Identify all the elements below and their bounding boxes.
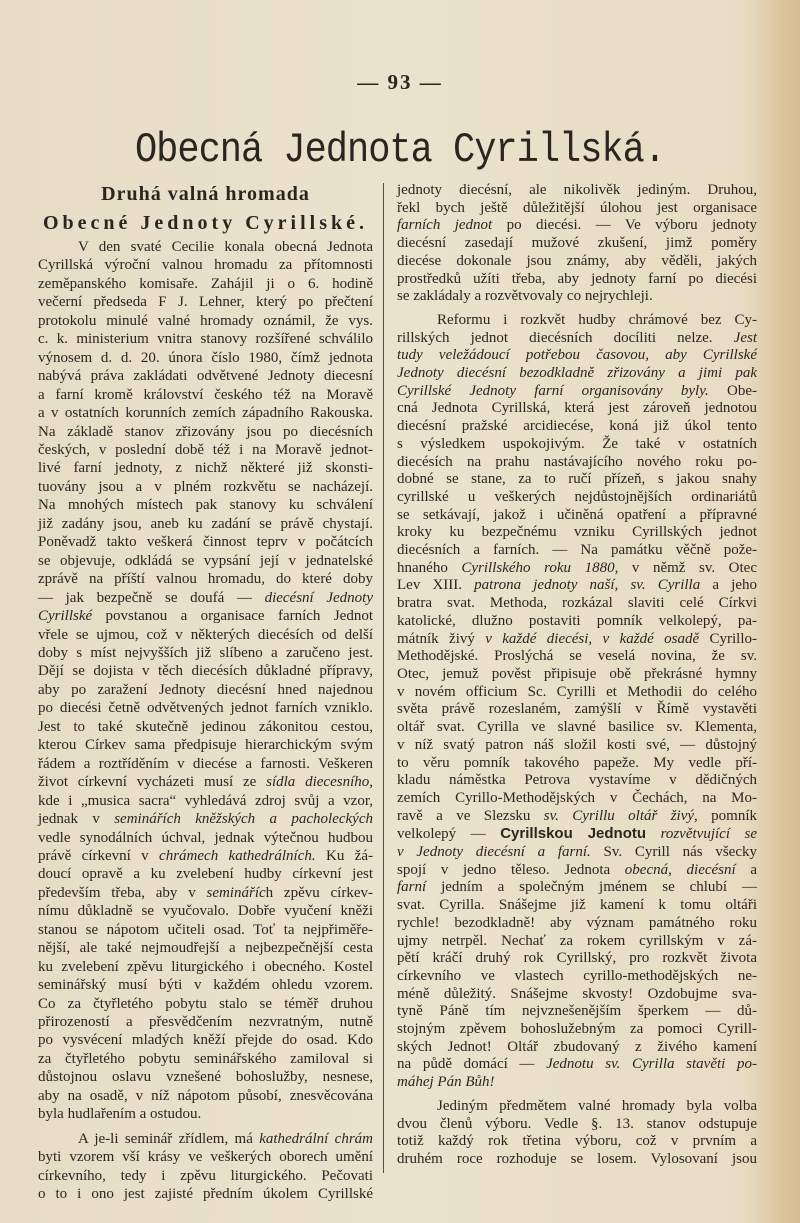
right-column <box>397 182 757 1175</box>
text-line <box>38 275 373 293</box>
text-segment: Cyrillo- <box>699 630 757 647</box>
text-line <box>397 454 757 472</box>
text-segment: řádem a roztříděním v diecése a farnosti. Veškeren <box>38 755 373 772</box>
text-segment: jednak v <box>38 811 115 828</box>
italic-text: chrámech kathedrálních. <box>159 847 316 864</box>
text-line <box>38 256 373 274</box>
text-line <box>397 755 757 773</box>
text-line <box>38 312 373 330</box>
text-line <box>397 271 757 289</box>
italic-text: semináříc <box>206 884 266 901</box>
text-segment: ku zvelebení zpěvu liturgického i obecného. Kostel <box>38 958 373 975</box>
text-segment: doby s míst nejvyšších již slíbeno a zaručeno jest. <box>38 644 373 661</box>
text-line <box>38 902 373 920</box>
text-segment: život církevní vycházeti musí ze <box>38 774 267 791</box>
text-segment: dobné se stane, za to ručí přízeň, s jakou snahy <box>397 471 757 488</box>
text-line <box>38 718 373 736</box>
text-line <box>397 235 757 253</box>
text-segment: to věru pomník takového papeže. My vedle pří- <box>397 754 757 771</box>
text-segment: po vysvécení mladých kněží přejde do osad. Kdo <box>38 1032 373 1049</box>
article-heading-line-2: Obecné Jednoty Cyrillské. <box>43 212 368 234</box>
text-segment: tuovány jsou a v plném rozkvětu se nacházejí. <box>38 478 373 495</box>
text-line <box>397 986 757 1004</box>
text-line <box>397 666 757 684</box>
text-line <box>397 684 757 702</box>
text-segment: nabývá práva zakládati odvětvené Jednoty diecesní <box>38 368 373 385</box>
text-segment: Jediným předmětem valné hromady byla volba <box>437 1097 757 1114</box>
text-segment: jednoty diecésní, ale nikolivěk jediným. Druhou, <box>397 182 757 198</box>
text-segment: V den svaté Cecilie konala obecná Jednota <box>78 239 373 255</box>
text-line <box>397 950 757 968</box>
text-line <box>38 330 373 348</box>
text-segment: se zakládaly a rozvětvovaly co nejrychleji. <box>397 288 653 305</box>
text-segment: cyrillské u veškerých nejdůstojnějších ordinariátů <box>397 488 757 505</box>
text-line <box>38 1013 373 1031</box>
text-segment: vřele se ujmou, což v některých diecésích od delší <box>38 626 373 643</box>
italic-text: Jednoty diecésní bezodkladně zřizovány a jimi pak <box>397 365 757 382</box>
text-segment: diecésní pražské arcidiecése, koná již úkol tento <box>397 418 757 435</box>
text-segment: h zpěvu církev- <box>265 884 373 901</box>
text-segment: Methodějské. Proslýchá se veselá novina, že sv. <box>397 648 757 665</box>
text-line <box>397 471 757 489</box>
text-line <box>397 1116 757 1134</box>
text-line <box>397 1074 757 1092</box>
text-segment: řekl bych ještě důležitější úlohou jest organisace <box>397 199 757 216</box>
text-line <box>397 217 757 235</box>
text-line <box>38 349 373 367</box>
text-line <box>397 613 757 631</box>
text-line <box>397 365 757 383</box>
paragraph <box>397 312 757 1092</box>
text-segment: pětí kráčí druhý rok Cyrillský, pro rozkvět života <box>397 950 757 967</box>
text-line <box>38 570 373 588</box>
italic-text: Cyrillské Jednoty farní organisovány byly. <box>397 382 709 399</box>
text-line <box>38 478 373 496</box>
text-line <box>397 200 757 218</box>
text-segment: právě církevní v <box>38 847 160 864</box>
text-line <box>397 915 757 933</box>
text-segment: stanou se nápotom učiteli osad. Toť ta nejpřiměře- <box>38 921 373 938</box>
text-line <box>397 418 757 436</box>
text-line <box>38 423 373 441</box>
text-line <box>397 1003 757 1021</box>
text-segment: zprávě na příští valnou hromadu, do které doby <box>38 571 373 588</box>
text-line <box>397 1056 757 1074</box>
text-segment: diecése dokonale jsou známy, aby věděli, jakých <box>397 252 757 269</box>
text-segment: a <box>735 861 757 878</box>
italic-text: v Jednoty diecésní a farní. <box>397 844 591 861</box>
text-segment: nímu důkladně se vyučovalo. Dobře vyučení kněži <box>38 903 373 920</box>
text-segment: aby po zaražení Jednoty diecésní hned najednou <box>38 681 373 698</box>
italic-text: diecésní Jednoty <box>264 589 373 606</box>
text-segment: Sv. Cyrill nás všecky <box>590 844 757 861</box>
text-segment: svat. Cyrilla. Snášejme již kamení k tomu oltáři <box>397 897 757 914</box>
text-segment: ravě a ve Slezsku <box>397 807 544 824</box>
text-line <box>397 577 757 595</box>
text-line <box>397 489 757 507</box>
text-line <box>397 1021 757 1039</box>
text-segment: za čtyřletého pobytu seminářského zamiloval si <box>38 1050 373 1067</box>
left-column <box>38 238 373 1210</box>
text-segment: méně důležitý. Snášejme skvosty! Ozdobujme sva- <box>397 985 757 1002</box>
text-line <box>397 595 757 613</box>
text-line <box>38 1148 373 1166</box>
text-segment: stojným zpěvem bohoslužebným za pomoci Cyrill- <box>397 1021 757 1038</box>
text-line <box>38 1167 373 1185</box>
paragraph <box>38 1130 373 1204</box>
text-line <box>38 755 373 773</box>
text-segment: po diecési. — Ve výboru jednoty <box>492 217 757 234</box>
text-segment: A je-li seminář zřídlem, má <box>78 1130 260 1147</box>
text-line <box>397 1151 757 1169</box>
text-segment: Otec, jemuž pověst připisuje obě překrásné hymny <box>397 665 757 682</box>
text-line <box>397 719 757 737</box>
text-line <box>397 648 757 666</box>
italic-text: v každé diecési, v každé osadě <box>485 630 700 647</box>
text-line <box>38 386 373 404</box>
bold-text: Cyrillskou Jednotu <box>500 825 647 843</box>
text-segment: vedle synodálních úchval, jednak výtečnou hudbou <box>38 829 373 846</box>
paragraph <box>38 238 373 1124</box>
text-line <box>38 995 373 1013</box>
text-line <box>38 958 373 976</box>
text-line <box>38 515 373 533</box>
text-line <box>397 507 757 525</box>
text-line <box>397 825 757 844</box>
text-segment: se objevuje, odkládá se vypsání její v jednatelské <box>38 552 373 569</box>
italic-text: sídla diecesního <box>266 774 370 791</box>
text-line <box>397 253 757 271</box>
paragraph <box>397 182 757 306</box>
text-segment: — jak bezpečně se doufá — <box>38 589 265 606</box>
italic-text: Jednotu sv. Cyrilla stavěti po- <box>546 1056 757 1073</box>
text-segment: českých, v poslední době též i na Moravě jednot- <box>38 441 373 458</box>
text-line <box>397 524 757 542</box>
text-line <box>397 436 757 454</box>
text-line <box>397 933 757 951</box>
text-segment: nější, ale také nejmoudřejší a nejbezpečnější cesta <box>38 940 373 957</box>
text-segment: kladu náměstka Petrova vystavíme v dědičných <box>397 772 757 789</box>
text-segment: Poněvadž takto veškerá činnost teprv v počátcích <box>38 534 373 551</box>
italic-text: diecésní <box>686 861 736 878</box>
text-segment: totiž každý rok třetina výboru, což v prvním a <box>397 1133 757 1150</box>
text-line <box>397 383 757 401</box>
text-segment: c. k. ministerium vnitra stanovy rozšířené schválilo <box>38 331 373 348</box>
text-segment: rillských jednot diecésních docíliti nelze. <box>397 329 734 346</box>
text-segment: kterou Církev sama předpisuje hierarchickým svým <box>38 737 373 754</box>
text-segment: dvou členů výboru. Vedle §. 13. stanov odstupuje <box>397 1115 757 1132</box>
paragraph <box>397 1098 757 1169</box>
text-line <box>38 1105 373 1123</box>
text-segment: a farní kromě království českého též na Moravě <box>38 386 373 403</box>
text-line <box>38 681 373 699</box>
text-line <box>38 829 373 847</box>
text-line <box>38 939 373 957</box>
text-segment: Obe- <box>708 382 757 399</box>
text-line <box>397 1098 757 1116</box>
text-segment: důstojnou oslavu vznešené bohoslužby, nesnese, <box>38 1069 373 1086</box>
text-line <box>38 441 373 459</box>
text-line <box>397 701 757 719</box>
text-segment: se setkávají, jakož i učiněná opatření a přípravné <box>397 506 757 523</box>
text-segment: byti vzorem vší krásy ve veškerých oborech umění <box>38 1149 373 1166</box>
text-line <box>397 631 757 649</box>
text-line <box>397 897 757 915</box>
italic-text: farních jednot <box>397 217 493 234</box>
text-segment: seminářský musí býti v každém ohledu vzorem. <box>38 977 373 994</box>
text-segment: Na mnohých místech pak stanovy ku schválení <box>38 497 373 514</box>
text-segment: v novém officium Sc. Cyrilli et Methodii do celého <box>397 683 757 700</box>
text-line <box>38 552 373 570</box>
text-line <box>397 879 757 897</box>
text-line <box>38 865 373 883</box>
text-segment: na půdě domácí — <box>397 1056 547 1073</box>
text-segment: diecésích na prahu nastávajícího nového roku po- <box>397 453 757 470</box>
italic-text: máhej Pán Bůh! <box>397 1074 495 1091</box>
text-line <box>397 790 757 808</box>
text-line <box>38 1087 373 1105</box>
text-line <box>397 288 757 306</box>
text-segment: Ku žá- <box>315 847 373 864</box>
text-line <box>397 1133 757 1151</box>
text-line <box>38 976 373 994</box>
text-line <box>38 810 373 828</box>
text-line <box>38 847 373 865</box>
text-line <box>397 542 757 560</box>
text-line <box>38 1130 373 1148</box>
text-line <box>397 862 757 880</box>
text-line <box>38 367 373 385</box>
text-segment: Cyrillská výroční valnou hromadu za přítomnosti <box>38 257 373 274</box>
italic-text: Cyrillského roku 1880 <box>461 559 615 576</box>
text-segment: Dějí se dojista v těch diecésích důkladné přípravy, <box>38 663 373 680</box>
text-segment: bratra svat. Methoda, rozkázal slaviti celé Církvi <box>397 595 757 612</box>
text-segment: ských Jednot! Oltář zbudovaný z živého kamení <box>397 1038 757 1055</box>
italic-text: Cyrillské <box>38 608 93 625</box>
text-segment: církevního ve vlastech cyrillo-methodějských ne- <box>397 967 757 984</box>
text-segment: velkolepý — <box>397 826 501 843</box>
text-line <box>38 293 373 311</box>
text-segment: doucí opravě a ku zvelebení hudby církevní jest <box>38 866 373 883</box>
text-line <box>38 589 373 607</box>
text-segment: po diecési četně odvětvených jednot farních vzniklo. <box>38 700 373 717</box>
italic-text: kathedrální chrám <box>259 1130 374 1147</box>
text-segment: katolické, dlužno postaviti pomník velkolepý, pa- <box>397 612 757 629</box>
text-segment: livé farní jednoty, z nichž některé již skonsti- <box>38 460 373 477</box>
italic-text: tudy veležádoucí potřebou časovou, aby Cyrillské <box>397 347 757 364</box>
text-segment: oltář svat. Cyrilla ve slavné basilice sv. Klementa, <box>397 719 757 736</box>
text-segment: Jest to také skutečně jedinou zákonitou cestou, <box>38 718 373 735</box>
text-segment: povstanou a organisace farních Jednot <box>92 608 373 625</box>
text-segment: diecésních a farních. — Na památku věčně pože- <box>397 542 757 559</box>
text-segment: a v ostatních korunních zemích západního Rakouska. <box>38 405 373 422</box>
text-line <box>397 737 757 755</box>
text-segment: přirozeností a přesvědčením nezvratným, nutně <box>38 1014 373 1031</box>
text-line <box>38 662 373 680</box>
page-title: Obecná Jednota Cyrillská. <box>134 127 666 175</box>
text-segment: zeměpanského komisaře. Zahájil ji o 6. hodině <box>38 275 373 292</box>
text-segment: hnaného <box>397 559 462 576</box>
text-line <box>38 644 373 662</box>
italic-text: rozvětvující se <box>660 826 758 843</box>
text-line <box>38 884 373 902</box>
text-segment: Na základě stanov zřizovány jsou po diecésních <box>38 423 373 440</box>
text-segment: Co za čtyřletého pobytu stalo se téměř druhou <box>38 995 373 1012</box>
text-line <box>397 808 757 826</box>
text-segment: protokolu minulé valné hromady oznámil, že vys. <box>38 312 373 329</box>
text-segment: Reformu i rozkvět hudby chrámové bez Cy- <box>437 311 757 328</box>
text-line <box>38 792 373 810</box>
text-segment: byla hudlařením a ostudou. <box>38 1106 202 1123</box>
text-segment: , pomník <box>694 807 757 824</box>
text-segment <box>646 826 661 842</box>
article-heading-line-1: Druhá valná hromada <box>101 183 310 205</box>
text-segment: výnosem d. d. 20. února číslo 1980, čímž jednota <box>38 349 373 366</box>
text-segment: světa právě rozeslaném, zamýšlí v Římě vystavěti <box>397 701 757 718</box>
italic-text: Jest <box>733 329 757 346</box>
italic-text: seminářích kněžských a pacholeckých <box>114 811 373 828</box>
text-line <box>38 459 373 477</box>
text-line <box>38 607 373 625</box>
text-segment: kde i „musica sacra“ vyhledává zdroj svůj a vzor, <box>38 792 373 809</box>
text-line <box>397 347 757 365</box>
text-line <box>38 404 373 422</box>
text-line <box>38 1185 373 1203</box>
text-segment: večerní předseda F J. Lehner, který po přečtení <box>38 294 373 311</box>
text-line <box>397 400 757 418</box>
text-segment: tyně Páně tím nejvznešenějším šperkem — dů- <box>397 1003 757 1020</box>
text-segment: , <box>369 774 373 791</box>
text-segment: Lev XIII. <box>397 577 475 594</box>
text-line <box>397 312 757 330</box>
text-line <box>397 844 757 862</box>
text-segment: s výsledkem uspokojivým. Že také v ostatních <box>397 435 757 452</box>
text-segment: jedním a společným jménem se chlubí — <box>426 879 757 896</box>
text-segment: mátník živý <box>397 630 486 647</box>
text-segment: a jeho <box>700 577 757 594</box>
text-segment: již zadány jsou, aneb ku zadání se právě chystají. <box>38 515 373 532</box>
italic-text: patrona jednoty naší, sv. Cyrilla <box>474 577 701 594</box>
text-line <box>38 238 373 256</box>
italic-text: obecná <box>624 861 669 878</box>
column-divider <box>383 183 384 1173</box>
text-line <box>38 1068 373 1086</box>
text-line <box>397 772 757 790</box>
text-line <box>397 330 757 348</box>
text-segment: rychle! bezodkladně! aby význam památného roku <box>397 914 757 931</box>
text-line <box>38 626 373 644</box>
text-line <box>38 533 373 551</box>
text-line <box>38 736 373 754</box>
text-line <box>397 968 757 986</box>
text-line <box>397 560 757 578</box>
text-segment: v níž svatý patron náš složil kosti své, — důstojný <box>397 736 757 753</box>
text-line <box>38 1031 373 1049</box>
text-segment: kroky ku bezpečnému vzniku Cyrillských jednot <box>397 524 757 541</box>
text-segment: diecésní zasedají mužové zkušení, jimž poměry <box>397 235 757 252</box>
text-segment: ujmy netrpěl. Nechať za rokem cyrillským v zá- <box>397 932 757 949</box>
text-line <box>38 699 373 717</box>
text-segment: , <box>668 861 687 878</box>
text-segment: o to i ono jest zajisté předním úkolem Cyrillské <box>38 1186 373 1203</box>
italic-text: farní <box>397 879 427 896</box>
text-line <box>38 496 373 514</box>
text-line <box>397 1039 757 1057</box>
text-segment: především třeba, aby v <box>38 884 207 901</box>
text-line <box>397 182 757 200</box>
text-segment: prostředků užíti třeba, aby jednoty farní po diecési <box>397 270 757 287</box>
text-segment: církevního, tedy i zpěvu liturgického. Pečovati <box>38 1167 373 1184</box>
text-line <box>38 921 373 939</box>
text-segment: , v němž sv. Otec <box>614 559 757 576</box>
text-segment: spojí v jedno těleso. Jednota <box>397 861 625 878</box>
text-segment: cná Jednota Cyrillská, která jest zároveň jednotou <box>397 400 757 417</box>
italic-text: sv. Cyrillu oltář živý <box>543 807 695 824</box>
text-segment: zemích Cyrillo-Methodějských v Čechách, na Mo- <box>397 789 757 806</box>
text-line <box>38 1050 373 1068</box>
text-segment: druhém roce rozhoduje se losem. Vylosovaní jsou <box>397 1150 757 1167</box>
text-line <box>38 773 373 791</box>
page-number: — 93 — <box>357 70 443 94</box>
text-segment: aby na osadě, v níž nápotom působí, znesvěcována <box>38 1087 373 1104</box>
